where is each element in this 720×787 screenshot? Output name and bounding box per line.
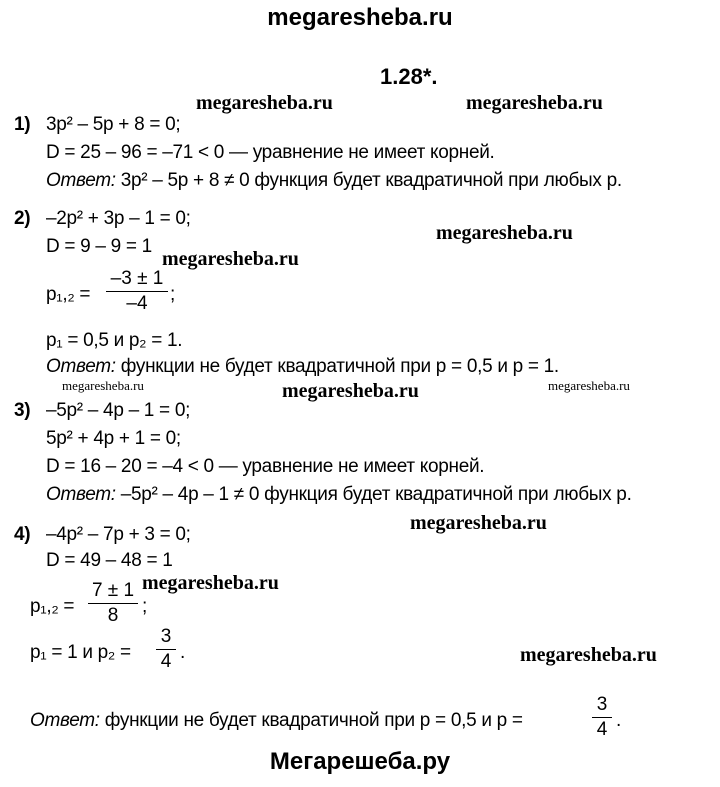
answer-label: Ответ: (46, 170, 116, 191)
watermark-small: megaresheba.ru (548, 378, 630, 393)
fraction-denominator: 8 (107, 605, 119, 626)
fraction-denominator: –4 (126, 293, 148, 314)
part4-semicolon: ; (142, 596, 147, 617)
part2-semicolon: ; (170, 284, 175, 305)
fraction-denominator: 4 (596, 719, 608, 740)
watermark: megaresheba.ru (436, 222, 573, 244)
watermark: megaresheba.ru (142, 572, 279, 594)
fraction-bar (106, 291, 168, 292)
part1-discriminant: D = 25 – 96 = –71 < 0 — уравнение не имеет корней. (46, 142, 495, 163)
part2-equation: –2p² + 3p – 1 = 0; (46, 208, 191, 229)
fraction-numerator: 7 ± 1 (91, 580, 135, 601)
answer-text: –5p² – 4p – 1 ≠ 0 функция будет квадратичной при любых p. (115, 484, 632, 505)
problem-number: 1.28*. (380, 64, 438, 89)
footer-title: Мегарешеба.ру (269, 748, 451, 775)
part4-answer-fraction (592, 694, 612, 741)
part4-roots-fraction (156, 626, 176, 673)
answer-label: Ответ: (46, 484, 116, 505)
part1-equation: 3p² – 5p + 8 = 0; (46, 114, 181, 135)
part3-equation-2: 5p² + 4p + 1 = 0; (46, 428, 181, 449)
part2-roots-lhs: p₁,₂ = (46, 284, 91, 305)
answer-text: 3p² – 5p + 8 ≠ 0 функция будет квадратичной при любых p. (115, 170, 622, 191)
watermark: megaresheba.ru (520, 644, 657, 666)
fraction-numerator: 3 (160, 626, 172, 647)
watermark-small: megaresheba.ru (62, 378, 144, 393)
part3-number: 3) (14, 400, 31, 421)
part1-answer (46, 170, 622, 192)
part4-discriminant: D = 49 – 48 = 1 (46, 550, 173, 571)
fraction-denominator: 4 (160, 651, 172, 672)
watermark: megaresheba.ru (410, 512, 547, 534)
fraction-bar (88, 603, 138, 604)
fraction-numerator: 3 (596, 694, 608, 715)
answer-text: функции не будет квадратичной при р = 0,5 и р = (99, 710, 523, 731)
part4-roots-lhs: p₁,₂ = (30, 596, 75, 617)
watermark: megaresheba.ru (466, 92, 603, 114)
part4-answer-end: . (616, 710, 621, 731)
part4-equation: –4p² – 7p + 3 = 0; (46, 524, 191, 545)
watermark: megaresheba.ru (282, 380, 419, 402)
answer-label: Ответ: (30, 710, 100, 731)
fraction-numerator: –3 ± 1 (110, 268, 164, 289)
part3-discriminant: D = 16 – 20 = –4 < 0 — уравнение не имеет корней. (46, 456, 485, 477)
answer-label: Ответ: (46, 356, 116, 377)
part4-roots-end: . (180, 642, 185, 663)
part3-answer (46, 484, 632, 506)
watermark: megaresheba.ru (196, 92, 333, 114)
part4-roots: p₁ = 1 и p₂ = (30, 642, 131, 663)
part1-number: 1) (14, 114, 31, 135)
part2-roots: p₁ = 0,5 и p₂ = 1. (46, 330, 183, 351)
part4-fraction (88, 580, 138, 627)
watermark: megaresheba.ru (162, 248, 299, 270)
answer-text: функции не будет квадратичной при p = 0,5 и p = 1. (115, 356, 559, 377)
site-title: megaresheba.ru (267, 4, 453, 31)
part2-answer (46, 356, 559, 378)
part4-answer (30, 710, 523, 732)
part4-number: 4) (14, 524, 31, 545)
part3-equation: –5p² – 4p – 1 = 0; (46, 400, 191, 421)
part2-fraction (106, 268, 168, 315)
fraction-bar (592, 717, 612, 718)
part2-number: 2) (14, 208, 31, 229)
part2-discriminant: D = 9 – 9 = 1 (46, 236, 152, 257)
fraction-bar (156, 649, 176, 650)
